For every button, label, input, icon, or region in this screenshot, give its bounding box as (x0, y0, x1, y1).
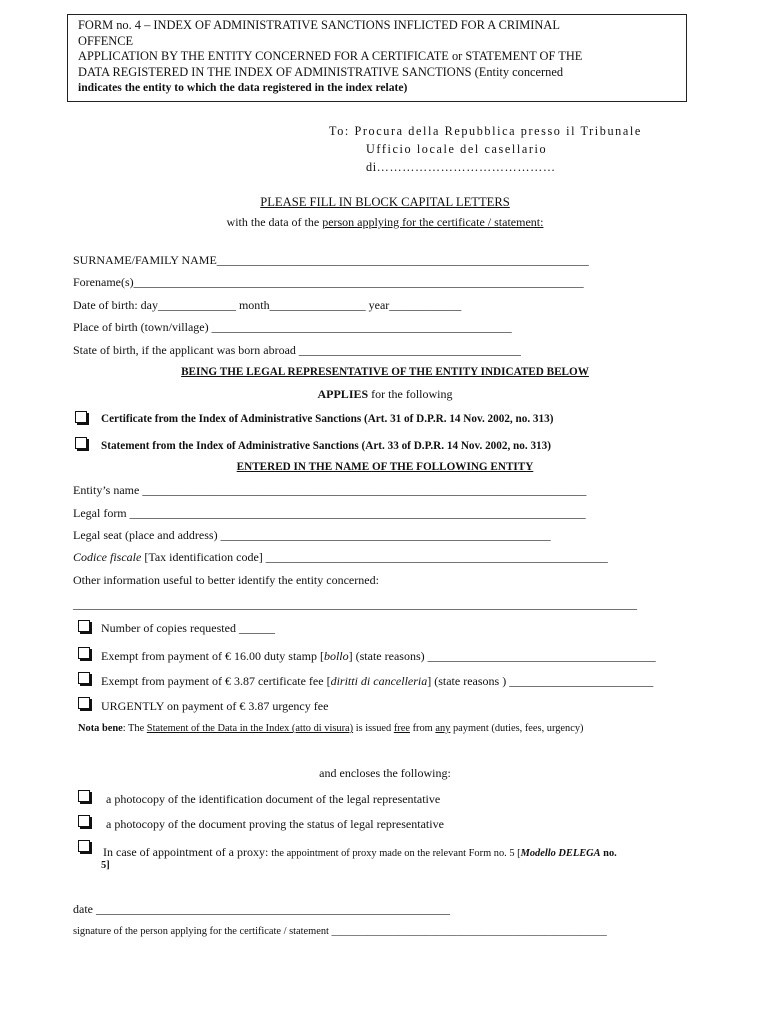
exempt-stamp-label: Exempt from payment of € 16.00 duty stamp [bollo] (state reasons) ______________________________________ (101, 649, 656, 663)
header-line-3: APPLICATION BY THE ENTITY CONCERNED FOR A CERTIFICATE or STATEMENT OF THE (78, 49, 583, 63)
exempt-fee-checkbox[interactable] (78, 672, 90, 684)
status-doc-checkbox[interactable] (78, 815, 90, 827)
other-info-label: Other information useful to better identify the entity concerned: (73, 573, 379, 587)
place-of-birth-field[interactable]: Place of birth (town/village) __________________________________________________ (73, 320, 512, 334)
proxy-label: In case of appointment of a proxy: the appointment of proxy made on the relevant Form no. 5 [Modello DELEGA no. (103, 845, 617, 859)
header-line-4: DATA REGISTERED IN THE INDEX OF ADMINISTRATIVE SANCTIONS (Entity concerned (78, 64, 564, 79)
legal-form-field[interactable]: Legal form ____________________________________________________________________________ (73, 506, 586, 520)
addressee-di[interactable]: di…………………………………… (366, 160, 556, 174)
exempt-fee-label: Exempt from payment of € 3.87 certificate fee [diritti di cancelleria] (state reasons ) ________________________ (101, 674, 654, 688)
header-line-5: indicates the entity to which the data registered in the index relate) (78, 81, 408, 94)
certificate-option-label: Certificate from the Index of Administrative Sanctions (Art. 31 of D.P.R. 14 Nov. 2002, no. 313) (101, 413, 554, 425)
date-field[interactable]: date ___________________________________________________________ (73, 902, 450, 916)
copies-checkbox[interactable] (78, 620, 90, 632)
signature-field[interactable]: signature of the person applying for the certificate / statement _____________________________________________________ (73, 926, 607, 937)
status-doc-label: a photocopy of the document proving the status of legal representative (106, 817, 444, 831)
forename-field[interactable]: Forename(s)___________________________________________________________________________ (73, 275, 584, 289)
proxy-checkbox[interactable] (78, 840, 90, 852)
exempt-stamp-checkbox[interactable] (78, 647, 90, 659)
applies-line: APPLIES for the following (317, 387, 453, 401)
header-line-1: FORM no. 4 – INDEX OF ADMINISTRATIVE SANCTIONS INFLICTED FOR A CRIMINAL (78, 18, 560, 32)
id-doc-checkbox[interactable] (78, 790, 90, 802)
header-line-2: OFFENCE (78, 33, 134, 48)
state-of-birth-field[interactable]: State of birth, if the applicant was born abroad _____________________________________ (73, 343, 521, 357)
copies-field[interactable]: Number of copies requested ______ (101, 621, 275, 635)
surname-field[interactable]: SURNAME/FAMILY NAME______________________________________________________________ (73, 253, 589, 267)
statement-option-label: Statement from the Index of Administrative Sanctions (Art. 33 of D.P.R. 14 Nov. 2002, no. 313) (101, 440, 551, 452)
encloses-heading: and encloses the following: (319, 766, 451, 780)
id-doc-label: a photocopy of the identification document of the legal representative (106, 792, 441, 806)
addressee-office: Ufficio locale del casellario (366, 142, 548, 156)
other-info-field[interactable]: ______________________________________________________________________________________________ (73, 597, 637, 611)
addressee-to: To: Procura della Repubblica presso il Tribunale (329, 124, 642, 138)
form-header-box (67, 14, 687, 102)
proxy-label-cont: 5] (101, 860, 110, 871)
nota-bene: Nota bene: The Statement of the Data in the Index (atto di visura) is issued free from any payment (duties, fees, urgency) (78, 723, 584, 734)
legal-seat-field[interactable]: Legal seat (place and address) _______________________________________________________ (73, 528, 551, 542)
certificate-checkbox[interactable] (75, 411, 87, 423)
legal-rep-heading: BEING THE LEGAL REPRESENTATIVE OF THE ENTITY INDICATED BELOW (181, 366, 589, 378)
codice-fiscale-field[interactable]: Codice fiscale [Tax identification code] _________________________________________________________ (73, 550, 608, 564)
urgently-checkbox[interactable] (78, 697, 90, 709)
entity-name-field[interactable]: Entity’s name __________________________________________________________________________ (73, 483, 587, 497)
entity-heading: ENTERED IN THE NAME OF THE FOLLOWING ENTITY (236, 461, 534, 473)
instruction-subheading: with the data of the person applying for the certificate / statement: (226, 215, 544, 229)
urgently-label: URGENTLY on payment of € 3.87 urgency fee (101, 699, 329, 713)
statement-checkbox[interactable] (75, 437, 87, 449)
instruction-heading: PLEASE FILL IN BLOCK CAPITAL LETTERS (260, 195, 510, 209)
date-of-birth-field[interactable]: Date of birth: day_____________ month________________ year____________ (73, 298, 462, 312)
